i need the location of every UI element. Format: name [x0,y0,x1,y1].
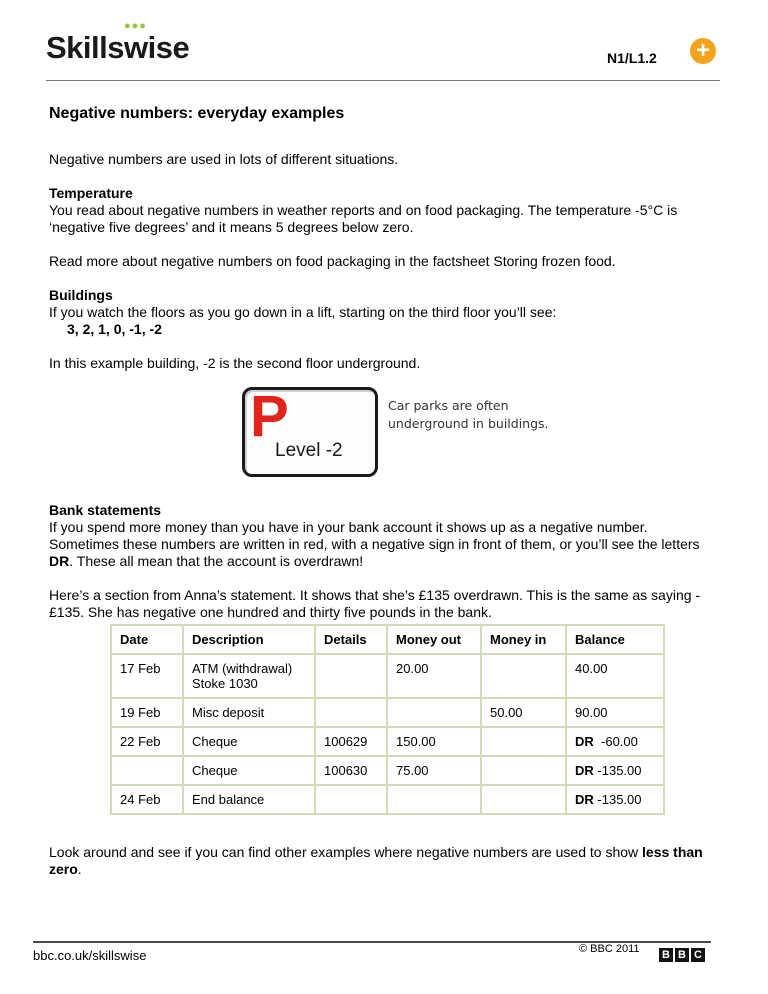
parking-letter: P [250,384,289,449]
plus-icon: + [690,38,716,64]
cell-money-out: 150.00 [387,727,481,756]
parking-sign [242,384,378,477]
cell-money-out [387,698,481,727]
cell-date: 22 Feb [111,727,183,756]
cell-description: End balance [183,785,315,814]
header-details: Details [315,625,387,654]
bbc-letter: B [659,948,673,962]
bank-text-after: . These all mean that the account is overdrawn! [69,553,364,569]
cell-money-in: 50.00 [481,698,566,727]
header-description: Description [183,625,315,654]
logo-dots: ●●● [124,20,147,32]
caption-line-1: Car parks are often [388,398,509,413]
closing-text-bold: less than zero [49,844,703,877]
closing-text-main: Look around and see if you can find other examples where negative numbers are used to show [49,844,643,860]
cell-balance-value: 90.00 [575,705,608,720]
parking-caption [388,397,549,433]
closing-text-end: . [77,861,82,877]
content [49,104,719,638]
bbc-letter: C [691,948,705,962]
cell-balance [566,785,664,814]
cell-balance-value: 40.00 [575,661,608,676]
buildings-heading: Buildings [49,287,113,303]
cell-details: 100629 [315,727,387,756]
skillswise-logo [46,20,190,66]
header-divider [46,80,720,81]
cell-balance [566,698,664,727]
cell-dr: DR [575,792,594,807]
header-money-in: Money in [481,625,566,654]
cell-details [315,654,387,698]
cell-dr: DR [575,734,594,749]
cell-money-in [481,785,566,814]
logo-text: Skillswise [46,30,190,65]
cell-description: Misc deposit [183,698,315,727]
cell-details [315,698,387,727]
cell-dr: DR [575,763,594,778]
bbc-logo [659,945,707,963]
cell-balance-value: -135.00 [597,792,642,807]
cell-details [315,785,387,814]
bank-section [49,502,719,570]
buildings-text: If you watch the floors as you go down in a lift, starting on the third floor you’ll see: [49,304,557,320]
header-money-out: Money out [387,625,481,654]
cell-date [111,756,183,785]
level-code: N1/L1.2 [607,50,657,66]
cell-description: Cheque [183,727,315,756]
cell-money-out: 20.00 [387,654,481,698]
cell-description: ATM (withdrawal) Stoke 1030 [183,654,315,698]
table-row [111,727,664,756]
cell-description: Cheque [183,756,315,785]
footer-url[interactable]: bbc.co.uk/skillswise [33,948,147,963]
temperature-text: You read about negative numbers in weather reports and on food packaging. The temperature -5°C is ‘negative five degrees’ and it means 5 degrees below zero. [49,202,678,235]
header-date: Date [111,625,183,654]
temperature-section [49,185,719,236]
caption-line-2: underground in buildings. [388,416,549,431]
bank-text-before: If you spend more money than you have in your bank account it shows up as a negative number. Sometimes these numbers are written in red, with a negative sign in front of them, or you’ll see the letters [49,519,700,552]
bbc-letter: B [675,948,689,962]
floors-sequence: 3, 2, 1, 0, -1, -2 [67,321,162,337]
cell-balance [566,727,664,756]
cell-date: 24 Feb [111,785,183,814]
cell-money-out [387,785,481,814]
cell-date: 19 Feb [111,698,183,727]
copyright: © BBC 2011 [579,943,640,955]
cell-details: 100630 [315,756,387,785]
bank-statement-table [110,624,665,815]
page-title: Negative numbers: everyday examples [49,105,345,122]
table-row [111,756,664,785]
temperature-more: Read more about negative numbers on food packaging in the factsheet Storing frozen food. [49,253,616,269]
cell-money-in [481,727,566,756]
table-row [111,654,664,698]
buildings-section [49,287,719,338]
buildings-example: In this example building, -2 is the second floor underground. [49,355,421,371]
parking-level: Level -2 [275,440,343,461]
bank-text-dr: DR [49,553,70,569]
closing-text [49,844,729,878]
intro-text: Negative numbers are used in lots of different situations. [49,151,399,167]
cell-money-in [481,756,566,785]
table-header-row [111,625,664,654]
cell-balance-value: -60.00 [601,734,638,749]
cell-balance-value: -135.00 [597,763,642,778]
cell-balance [566,756,664,785]
cell-date: 17 Feb [111,654,183,698]
table-row [111,785,664,814]
header-balance: Balance [566,625,664,654]
cell-money-out: 75.00 [387,756,481,785]
cell-balance [566,654,664,698]
table-row [111,698,664,727]
temperature-heading: Temperature [49,185,133,201]
cell-money-in [481,654,566,698]
statement-intro: Here’s a section from Anna’s statement. It shows that she’s £135 overdrawn. This is the same as saying -£135. She has negative one hundred and thirty five pounds in the bank. [49,587,701,620]
bank-heading: Bank statements [49,502,162,518]
parking-illustration [49,384,719,485]
